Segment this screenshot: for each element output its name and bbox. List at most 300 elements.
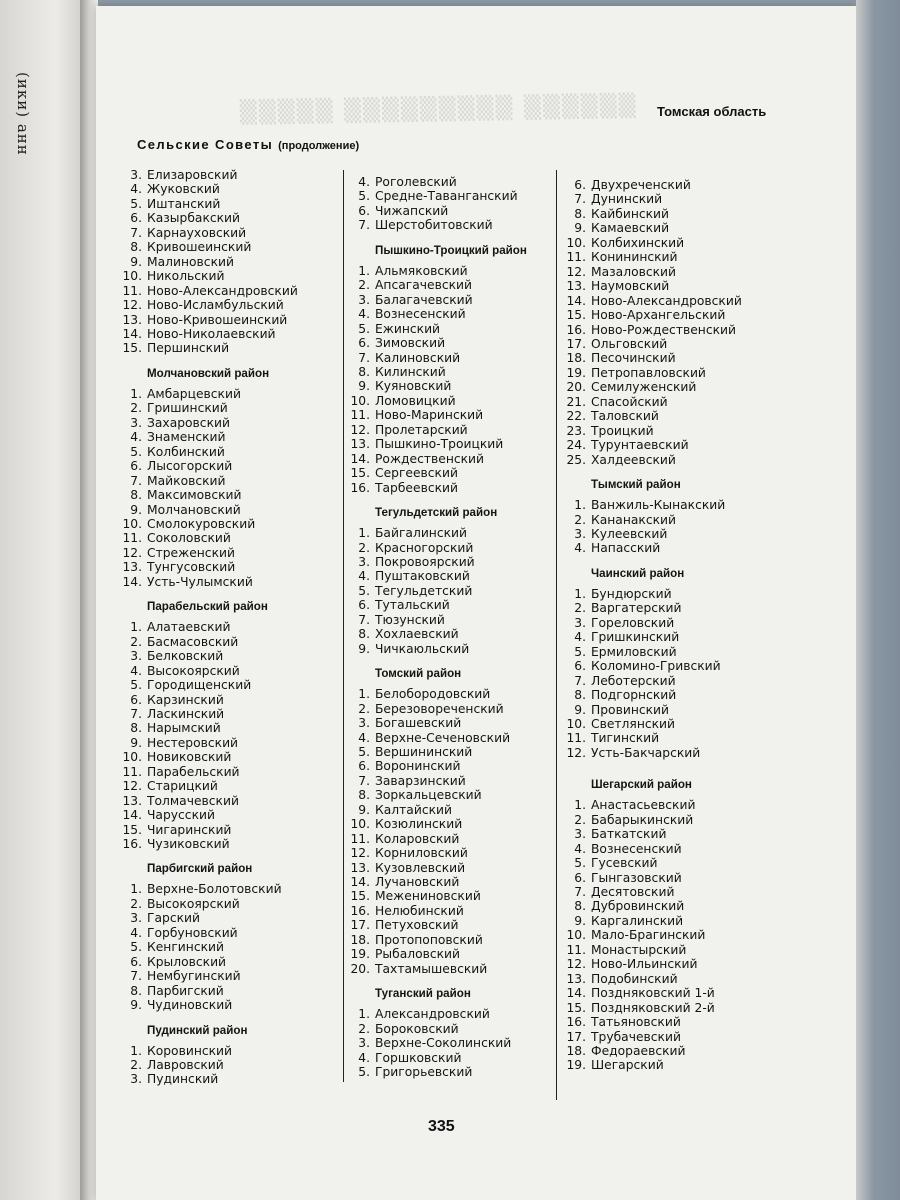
- item-name: Ново-Николаевский: [147, 326, 276, 341]
- list-item: [122, 416, 337, 430]
- list-item: [566, 914, 776, 928]
- list-item: [566, 842, 776, 856]
- item-number: 15.: [350, 466, 370, 481]
- item-number: 5.: [358, 583, 370, 598]
- list-item: [566, 674, 776, 688]
- item-name: Хохлаевский: [375, 627, 459, 642]
- item-number: 6.: [358, 598, 370, 613]
- item-name: Десятовский: [591, 885, 675, 900]
- item-number: 17.: [566, 1029, 586, 1044]
- item-name: Колбинский: [147, 444, 225, 459]
- item-name: Татьяновский: [591, 1015, 681, 1030]
- item-name: Ново-Маринский: [375, 408, 484, 423]
- list-item: [350, 452, 550, 466]
- list-item: [350, 731, 550, 745]
- item-name: Семилуженский: [591, 380, 697, 395]
- list-item: [350, 875, 550, 889]
- list-item: [350, 832, 550, 846]
- item-number: 8.: [574, 899, 586, 914]
- list-item: [350, 1036, 550, 1050]
- item-number: 8.: [130, 983, 142, 998]
- item-name: Гарский: [147, 911, 201, 926]
- item-number: 18.: [350, 932, 370, 947]
- list-item: [122, 488, 337, 502]
- item-number: 19.: [566, 1058, 586, 1073]
- item-number: 3.: [130, 649, 142, 664]
- list-item: [350, 702, 550, 716]
- item-number: 2.: [574, 601, 586, 616]
- list-item: [122, 226, 337, 240]
- list-item: [350, 264, 550, 278]
- list-item: [122, 168, 337, 182]
- list-item: [566, 1058, 776, 1072]
- list-item: [566, 616, 776, 630]
- item-name: Толмачевский: [147, 793, 239, 808]
- item-number: 14.: [350, 451, 370, 466]
- item-number: 10.: [350, 393, 370, 408]
- list-item: [566, 424, 776, 438]
- item-number: 6.: [130, 211, 142, 226]
- left-margin-text: (ики) анн: [14, 72, 32, 156]
- item-number: 8.: [574, 206, 586, 221]
- item-name: Чигаринский: [147, 822, 232, 837]
- item-name: Ольговский: [591, 336, 668, 351]
- item-name: Тутальский: [375, 598, 450, 613]
- column-1: [122, 168, 337, 1087]
- item-name: Нембугинский: [147, 969, 241, 984]
- list-item: [566, 250, 776, 264]
- item-name: Гусевский: [591, 856, 658, 871]
- item-number: 3.: [358, 292, 370, 307]
- bleed-through-shadow: ▒▒▒▒▒ ▒▒▒▒▒▒▒▒▒ ▒▒▒▒▒▒: [239, 92, 638, 126]
- item-name: Александровский: [375, 1007, 490, 1022]
- list-item: [122, 926, 337, 940]
- column-rule-2: [556, 170, 557, 1100]
- district-heading: Тымский район: [591, 478, 681, 492]
- list-item: [122, 269, 337, 283]
- list-item: [350, 379, 550, 393]
- list-item: [566, 308, 776, 322]
- list-item: [122, 779, 337, 793]
- list-item: [350, 687, 550, 701]
- item-number: 3.: [574, 827, 586, 842]
- list-item: [566, 395, 776, 409]
- item-number: 3.: [358, 554, 370, 569]
- item-name: Вознесенский: [591, 841, 682, 856]
- list-item: [122, 1044, 337, 1058]
- item-name: Альмяковский: [375, 263, 468, 278]
- item-number: 6.: [358, 336, 370, 351]
- item-name: Козюлинский: [375, 817, 463, 832]
- list-item: [122, 430, 337, 444]
- item-name: Майковский: [147, 473, 226, 488]
- item-number: 6.: [130, 692, 142, 707]
- list-item: [122, 823, 337, 837]
- list-item: [566, 587, 776, 601]
- item-name: Лавровский: [147, 1058, 224, 1073]
- list-item: [350, 803, 550, 817]
- item-name: Мазаловский: [591, 264, 677, 279]
- list-item: [122, 459, 337, 473]
- item-name: Ласкинский: [147, 706, 225, 721]
- item-number: 1.: [574, 498, 586, 513]
- item-name: Петропавловский: [591, 365, 706, 380]
- item-number: 10.: [566, 716, 586, 731]
- item-name: Спасойский: [591, 394, 668, 409]
- item-name: Верхне-Соколинский: [375, 1036, 512, 1051]
- list-item: [122, 182, 337, 196]
- item-name: Нестеровский: [147, 735, 239, 750]
- list-item: [350, 336, 550, 350]
- item-number: 11.: [350, 408, 370, 423]
- list-item: [566, 703, 776, 717]
- item-name: Чузиковский: [147, 837, 230, 852]
- item-number: 17.: [566, 336, 586, 351]
- item-name: Нелюбинский: [375, 903, 464, 918]
- item-name: Бороковский: [375, 1021, 459, 1036]
- item-number: 3.: [358, 716, 370, 731]
- list-item: [122, 575, 337, 589]
- item-name: Верхне-Болотовский: [147, 882, 282, 897]
- list-item: [350, 466, 550, 480]
- item-number: 8.: [130, 721, 142, 736]
- item-number: 14.: [122, 574, 142, 589]
- item-number: 12.: [566, 745, 586, 760]
- item-name: Никольский: [147, 269, 225, 284]
- item-name: Межениновский: [375, 889, 481, 904]
- item-number: 20.: [350, 961, 370, 976]
- item-name: Заварзинский: [375, 773, 466, 788]
- district-heading: Туганский район: [375, 987, 471, 1001]
- page-number: 335: [428, 1118, 455, 1135]
- item-number: 11.: [566, 731, 586, 746]
- item-number: 11.: [122, 283, 142, 298]
- list-item: [122, 955, 337, 969]
- item-number: 9.: [574, 913, 586, 928]
- item-name: Апсагачевский: [375, 278, 472, 293]
- item-number: 18.: [566, 351, 586, 366]
- list-item: [566, 1030, 776, 1044]
- item-number: 3.: [130, 911, 142, 926]
- item-name: Кананакский: [591, 512, 677, 527]
- item-number: 9.: [358, 802, 370, 817]
- item-name: Мало-Брагинский: [591, 928, 706, 943]
- list-item: [350, 204, 550, 218]
- item-name: Вершининский: [375, 744, 473, 759]
- item-number: 5.: [358, 1065, 370, 1080]
- item-number: 8.: [574, 688, 586, 703]
- list-item: [122, 736, 337, 750]
- item-name: Парбигский: [147, 983, 224, 998]
- list-item: [122, 546, 337, 560]
- item-number: 10.: [566, 928, 586, 943]
- item-name: Соколовский: [147, 531, 231, 546]
- list-item: [122, 693, 337, 707]
- list-item: [566, 207, 776, 221]
- list-item: [566, 236, 776, 250]
- item-number: 6.: [574, 870, 586, 885]
- item-number: 6.: [130, 459, 142, 474]
- item-name: Алатаевский: [147, 620, 231, 635]
- list-item: [122, 794, 337, 808]
- list-item: [566, 541, 776, 555]
- item-name: Коломино-Гривский: [591, 659, 721, 674]
- item-name: Амбарцевский: [147, 386, 241, 401]
- list-item: [350, 627, 550, 641]
- item-name: Карзинский: [147, 692, 224, 707]
- list-item: [122, 837, 337, 851]
- list-item: [122, 341, 337, 355]
- item-number: 16.: [350, 480, 370, 495]
- item-name: Парабельский: [147, 764, 240, 779]
- item-name: Леботерский: [591, 673, 676, 688]
- item-number: 6.: [358, 759, 370, 774]
- item-name: Корниловский: [375, 846, 468, 861]
- item-number: 6.: [358, 203, 370, 218]
- item-name: Роголевский: [375, 175, 457, 189]
- item-name: Гришкинский: [591, 630, 680, 645]
- item-name: Григорьевский: [375, 1065, 473, 1080]
- item-number: 9.: [574, 702, 586, 717]
- list-item: [350, 541, 550, 555]
- item-name: Молчановский: [147, 502, 241, 517]
- item-name: Лысогорский: [147, 459, 233, 474]
- item-number: 21.: [566, 394, 586, 409]
- list-item: [566, 798, 776, 812]
- list-item: [566, 453, 776, 467]
- list-item: [566, 827, 776, 841]
- item-number: 4.: [358, 569, 370, 584]
- item-number: 2.: [130, 1058, 142, 1073]
- item-number: 5.: [574, 644, 586, 659]
- item-number: 5.: [130, 940, 142, 955]
- item-name: Камаевский: [591, 221, 670, 236]
- item-name: Высокоярский: [147, 663, 240, 678]
- item-number: 8.: [358, 627, 370, 642]
- item-number: 4.: [358, 1050, 370, 1065]
- list-item: [566, 928, 776, 942]
- item-number: 5.: [358, 321, 370, 336]
- list-item: [350, 1022, 550, 1036]
- item-name: Кузовлевский: [375, 860, 466, 875]
- item-name: Килинский: [375, 364, 446, 379]
- list-item: [566, 279, 776, 293]
- list-item: [122, 882, 337, 896]
- item-name: Тюзунский: [375, 612, 445, 627]
- item-name: Белобородовский: [375, 687, 491, 702]
- list-item: [566, 265, 776, 279]
- item-name: Зимовский: [375, 336, 446, 351]
- list-item: [566, 731, 776, 745]
- item-number: 14.: [122, 326, 142, 341]
- item-name: Тунгусовский: [147, 560, 236, 575]
- list-item: [350, 947, 550, 961]
- list-item: [122, 998, 337, 1012]
- item-number: 20.: [566, 380, 586, 395]
- list-item: [350, 569, 550, 583]
- item-number: 1.: [358, 687, 370, 702]
- item-number: 7.: [130, 706, 142, 721]
- item-number: 14.: [566, 986, 586, 1001]
- item-name: Светлянский: [591, 716, 676, 731]
- list-item: [566, 366, 776, 380]
- item-number: 11.: [122, 531, 142, 546]
- item-name: Казырбакский: [147, 211, 241, 226]
- item-number: 16.: [566, 1015, 586, 1030]
- item-number: 12.: [566, 264, 586, 279]
- list-item: [122, 1072, 337, 1086]
- section-title-main: Сельские Советы: [137, 137, 274, 152]
- item-number: 16.: [350, 903, 370, 918]
- list-item: [350, 481, 550, 495]
- item-name: Варгатерский: [591, 601, 682, 616]
- item-number: 3.: [130, 168, 142, 182]
- item-number: 4.: [358, 307, 370, 322]
- item-number: 10.: [566, 235, 586, 250]
- list-item: [350, 598, 550, 612]
- list-item: [566, 527, 776, 541]
- list-item: [566, 221, 776, 235]
- list-item: [122, 678, 337, 692]
- list-item: [350, 394, 550, 408]
- column-2: [350, 175, 550, 1079]
- item-number: 2.: [130, 896, 142, 911]
- item-name: Колбихинский: [591, 235, 685, 250]
- list-item: [350, 1065, 550, 1079]
- list-item: [350, 437, 550, 451]
- item-number: 7.: [574, 192, 586, 207]
- item-name: Байгалинский: [375, 526, 468, 541]
- item-number: 5.: [574, 856, 586, 871]
- item-number: 9.: [130, 735, 142, 750]
- item-name: Каргалинский: [591, 913, 684, 928]
- item-number: 17.: [350, 918, 370, 933]
- list-item: [566, 1001, 776, 1015]
- item-name: Федораевский: [591, 1044, 686, 1059]
- list-item: [122, 240, 337, 254]
- item-name: Малиновский: [147, 254, 234, 269]
- item-number: 3.: [130, 415, 142, 430]
- list-item: [566, 986, 776, 1000]
- item-number: 1.: [358, 1007, 370, 1022]
- list-item: [350, 423, 550, 437]
- item-number: 2.: [358, 540, 370, 555]
- item-name: Карнауховский: [147, 225, 247, 240]
- item-number: 15.: [566, 1000, 586, 1015]
- item-number: 1.: [358, 263, 370, 278]
- item-name: Трубачевский: [591, 1029, 681, 1044]
- item-number: 1.: [574, 586, 586, 601]
- list-item: [566, 498, 776, 512]
- item-number: 8.: [130, 240, 142, 255]
- list-item: [122, 313, 337, 327]
- item-name: Монастырский: [591, 942, 687, 957]
- item-name: Куяновский: [375, 379, 452, 394]
- district-heading: Чаинский район: [591, 566, 685, 580]
- item-name: Тахтамышевский: [375, 961, 488, 976]
- list-item: [122, 503, 337, 517]
- list-item: [350, 846, 550, 860]
- item-name: Шерстобитовский: [375, 218, 493, 233]
- list-item: [350, 293, 550, 307]
- list-item: [122, 664, 337, 678]
- item-name: Анастасьевский: [591, 798, 696, 813]
- list-item: [350, 817, 550, 831]
- list-item: [122, 911, 337, 925]
- item-number: 2.: [130, 401, 142, 416]
- list-item: [566, 380, 776, 394]
- item-number: 16.: [566, 322, 586, 337]
- list-item: [350, 218, 550, 232]
- item-number: 1.: [574, 798, 586, 813]
- list-item: [566, 943, 776, 957]
- item-number: 2.: [358, 701, 370, 716]
- list-item: [122, 707, 337, 721]
- item-name: Ново-Александровский: [147, 283, 298, 298]
- item-number: 7.: [574, 673, 586, 688]
- item-name: Подобинский: [591, 971, 678, 986]
- left-page-edge: [0, 0, 92, 1200]
- item-name: Ломовицкий: [375, 393, 456, 408]
- item-name: Сергеевский: [375, 466, 458, 481]
- list-item: [122, 808, 337, 822]
- item-name: Дубровинский: [591, 899, 685, 914]
- item-number: 13.: [566, 971, 586, 986]
- item-name: Ванжиль-Кынакский: [591, 498, 726, 513]
- item-name: Ежинский: [375, 321, 441, 336]
- item-name: Калтайский: [375, 802, 452, 817]
- running-header: Томская область: [657, 104, 767, 119]
- item-name: Лучановский: [375, 875, 460, 890]
- item-number: 4.: [130, 663, 142, 678]
- list-item: [566, 688, 776, 702]
- item-name: Дунинский: [591, 192, 663, 207]
- item-name: Пудинский: [147, 1072, 219, 1087]
- list-item: [122, 1058, 337, 1072]
- item-name: Иштанский: [147, 196, 221, 211]
- item-name: Зоркальцевский: [375, 788, 482, 803]
- list-item: [566, 409, 776, 423]
- list-item: [122, 940, 337, 954]
- item-number: 13.: [122, 560, 142, 575]
- item-name: Протопоповский: [375, 932, 483, 947]
- item-number: 8.: [130, 488, 142, 503]
- item-number: 6.: [574, 178, 586, 192]
- list-item: [350, 759, 550, 773]
- item-number: 4.: [574, 541, 586, 556]
- item-number: 13.: [350, 437, 370, 452]
- item-name: Покровоярский: [375, 554, 475, 569]
- list-item: [566, 438, 776, 452]
- list-item: [566, 178, 776, 192]
- list-item: [350, 788, 550, 802]
- district-heading: Пудинский район: [147, 1023, 248, 1037]
- item-name: Ново-Архангельский: [591, 308, 726, 323]
- item-number: 6.: [130, 954, 142, 969]
- list-item: [350, 613, 550, 627]
- item-name: Усть-Бакчарский: [591, 745, 701, 760]
- list-item: [566, 659, 776, 673]
- item-name: Песочинский: [591, 351, 676, 366]
- item-number: 11.: [566, 250, 586, 265]
- item-number: 6.: [574, 659, 586, 674]
- item-number: 4.: [574, 630, 586, 645]
- item-number: 5.: [130, 196, 142, 211]
- list-item: [566, 972, 776, 986]
- item-name: Кулеевский: [591, 526, 668, 541]
- list-item: [122, 284, 337, 298]
- list-item: [350, 278, 550, 292]
